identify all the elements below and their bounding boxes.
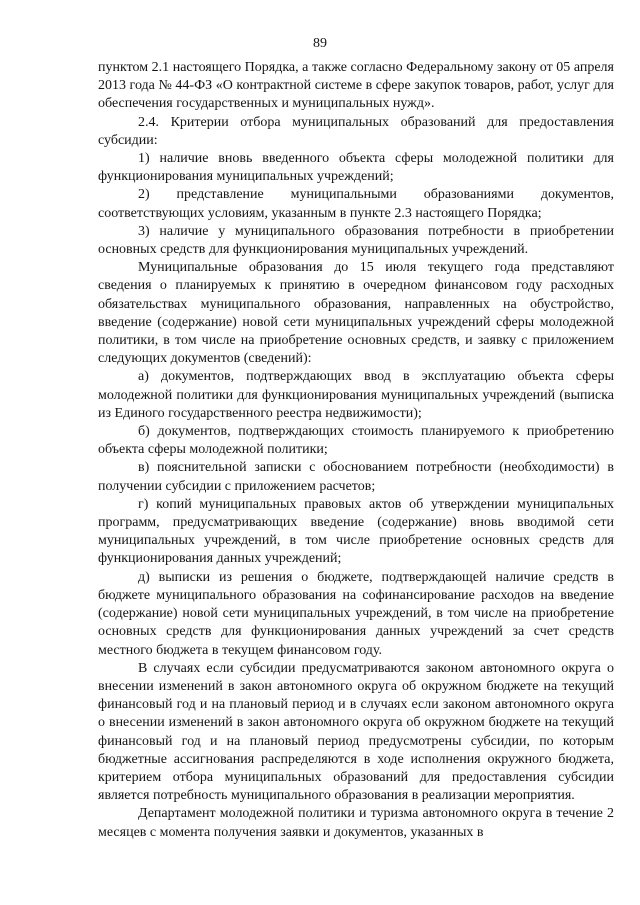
- paragraph-subsidy-cases: В случаях если субсидии предусматриваются законом автономного округа о внесении изменений в закон автономного округа об окружном бюджете на текущий финансовый год и на плановый период и в случаях если законом автономного округа о внесении изменений в закон автономного округа об окружном бюджете на текущий финансовый год и на плановый период предусмотрены субсидии, по которым бюджетные ассигнования распределяются в ходе исполнения окружного бюджета, критерием отбора муниципальных образований для предоставления субсидии является потребность муниципального образования в реализации мероприятия.: [98, 660, 614, 804]
- paragraph-doc-d: д) выписки из решения о бюджете, подтверждающей наличие средств в бюджете муниципального образования на софинансирование расходов на введение (содержание) новой сети муниципальных учреждений, в том числе на приобретение основных средств для функционирования данных учреждений за счет средств местного бюджета в текущем финансовом году.: [98, 569, 614, 658]
- paragraph-criterion-2: 2) представление муниципальными образованиями документов, соответствующих условиям, указанным в пункте 2.3 настоящего Порядка;: [98, 187, 614, 221]
- paragraph-submission: Муниципальные образования до 15 июля текущего года представляют сведения о планируемых к принятию в очередном финансовом году расходных обязательствах муниципального образования, направленных на обустройство, введение (содержание) новой сети муниципальных учреждений сферы молодежной политики, в том числе на приобретение основных средств, и заявку с приложением следующих документов (сведений):: [98, 260, 614, 367]
- paragraph-continuation: пунктом 2.1 настоящего Порядка, а также согласно Федеральному закону от 05 апреля 2013 года № 44-ФЗ «О контрактной системе в сфере закупок товаров, работ, услуг для обеспечения государственных и муниципальных нужд».: [98, 60, 614, 112]
- page-number: 89: [313, 36, 327, 51]
- paragraph-doc-g: г) копий муниципальных правовых актов об утверждении муниципальных программ, предусматривающих введение (содержание) вновь вводимой сети муниципальных учреждений, в том числе приобретение основных средств для функционирования данных учреждений;: [98, 496, 614, 567]
- paragraph-criterion-1: 1) наличие вновь введенного объекта сферы молодежной политики для функционирования муниципальных учреждений;: [98, 151, 614, 185]
- document-body: [98, 59, 614, 842]
- paragraph-criterion-3: 3) наличие у муниципального образования потребности в приобретении основных средств для функционирования муниципальных учреждений.: [98, 223, 614, 258]
- paragraph-doc-v: в) пояснительной записки с обоснованием потребности (необходимости) в получении субсидии с приложением расчетов;: [98, 460, 614, 494]
- paragraph-doc-a: а) документов, подтверждающих ввод в эксплуатацию объекта сферы молодежной политики для функционирования муниципальных учреждений (выписка из Единого государственного реестра недвижимости);: [98, 369, 614, 421]
- paragraph-department: Департамент молодежной политики и туризма автономного округа в течение 2 месяцев с момента получения заявки и документов, указанных в: [98, 806, 614, 840]
- paragraph-section-2-4: 2.4. Критерии отбора муниципальных образований для предоставления субсидии:: [98, 114, 614, 148]
- paragraph-doc-b: б) документов, подтверждающих стоимость планируемого к приобретению объекта сферы молодежной политики;: [98, 424, 614, 458]
